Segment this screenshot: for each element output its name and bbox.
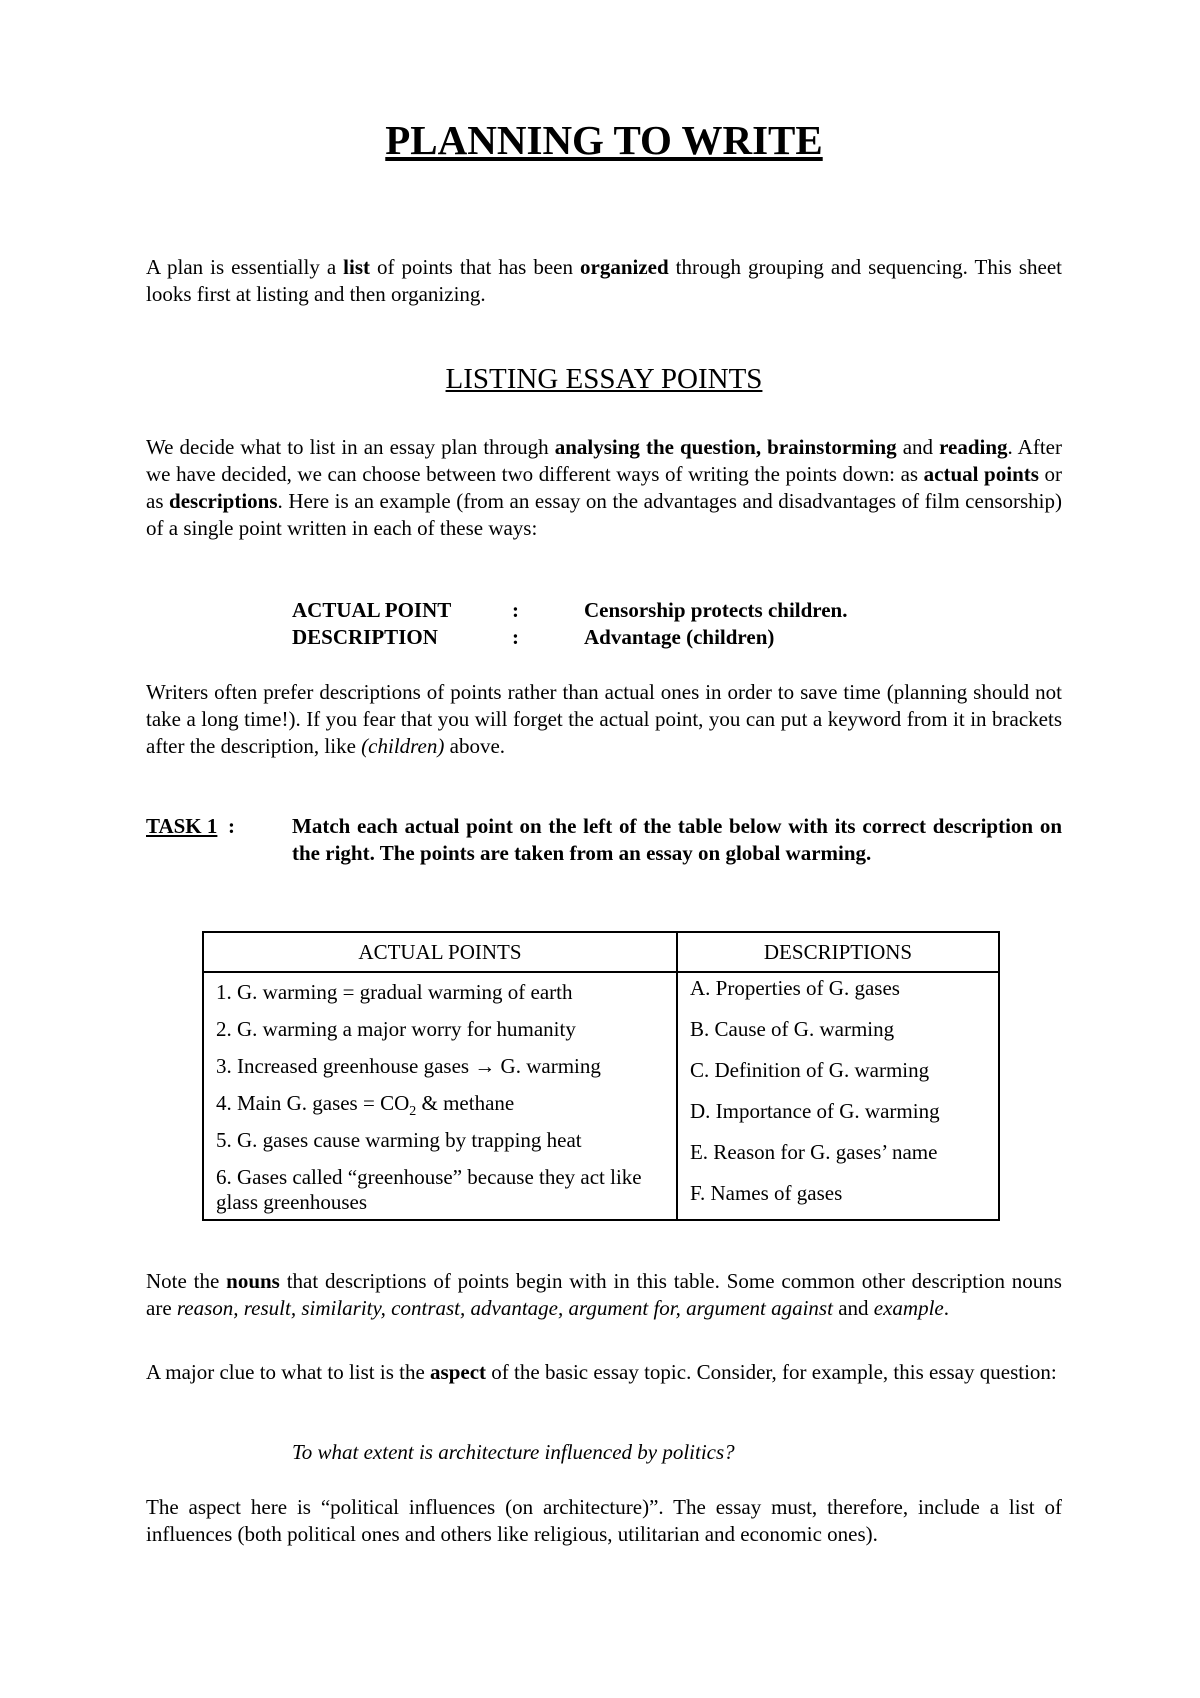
list-item: C. Definition of G. warming — [689, 1058, 930, 1082]
note-text-3: and — [832, 1296, 874, 1320]
clue-paragraph — [146, 1359, 1062, 1386]
decide-bold-1: analysing the question, brainstorming — [554, 435, 897, 459]
list-item: 6. Gases called “greenhouse” because they act like glass greenhouses — [216, 1165, 642, 1214]
intro-bold-organized: organized — [580, 255, 669, 279]
example-value: Censorship protects children. — [584, 598, 848, 622]
example-row-actual — [292, 597, 892, 624]
descriptions-list — [678, 973, 998, 1219]
list-item: A. Properties of G. gases — [689, 976, 900, 1000]
list-item: 2. G. warming a major worry for humanity — [216, 1017, 576, 1041]
list-item: F. Names of gases — [689, 1181, 843, 1205]
example-label: DESCRIPTION — [292, 625, 438, 649]
actual-points-cell — [203, 972, 677, 1220]
note-italic-2: example — [873, 1296, 944, 1320]
decide-text-5: . Here is an example (from an essay on the advantages and disadvantages of film censorship) of a single point written in each of these ways: — [146, 489, 1062, 540]
writers-text-2: above. — [444, 734, 506, 758]
task-colon: : — [228, 814, 235, 838]
note-text-2: that descriptions of points begin with in this table. Some common other description nouns are — [146, 1269, 1062, 1320]
example-colon: : — [512, 625, 519, 649]
writers-italic: (children) — [361, 734, 445, 758]
descriptions-cell — [677, 972, 999, 1220]
intro-text-2: of points that has been — [370, 255, 581, 279]
intro-text-1: A plan is essentially a — [146, 255, 344, 279]
list-item — [204, 1088, 676, 1125]
decide-bold-4: descriptions — [169, 489, 278, 513]
intro-bold-list: list — [343, 255, 371, 279]
note-bold-nouns: nouns — [226, 1269, 280, 1293]
table-header-actual-points: ACTUAL POINTS — [203, 932, 677, 972]
list-item: E. Reason for G. gases’ name — [689, 1140, 938, 1164]
decide-text-2: and — [896, 435, 940, 459]
example-value: Advantage (children) — [584, 625, 775, 649]
list-item: D. Importance of G. warming — [689, 1099, 940, 1123]
intro-text-3: through grouping and sequencing. This sheet looks first at listing and then organizing. — [146, 255, 1062, 306]
essay-question: To what extent is architecture influenced by politics? — [292, 1440, 735, 1464]
matching-table — [202, 931, 1000, 1221]
example-label: ACTUAL POINT — [292, 598, 452, 622]
writers-text-1: Writers often prefer descriptions of points rather than actual ones in order to save time (planning should not take a long time!). If you fear that you will forget the actual point, you can put a keyword from it in brackets after the description, like — [146, 680, 1062, 758]
decide-text-4: or as — [146, 462, 1062, 513]
co2-suffix: & methane — [416, 1091, 515, 1115]
list-item: 1. G. warming = gradual warming of earth — [216, 980, 573, 1004]
note-text-1: Note the — [146, 1269, 227, 1293]
writers-paragraph — [146, 679, 1062, 760]
aspect-paragraph: The aspect here is “political influences (on architecture)”. The essay must, therefore, include a list of influences (both political ones and others like religious, utilitarian and economic ones). — [146, 1495, 1062, 1546]
clue-text-2: of the basic essay topic. Consider, for example, this essay question: — [486, 1360, 1057, 1384]
example-colon: : — [512, 598, 519, 622]
clue-bold-aspect: aspect — [430, 1360, 487, 1384]
page-title: PLANNING TO WRITE — [385, 117, 823, 163]
subscript-2: 2 — [409, 1104, 417, 1120]
actual-points-list — [204, 977, 676, 1219]
decide-text-3: . After we have decided, we can choose between two different ways of writing the points down: as — [146, 435, 1062, 486]
decide-bold-3: actual points — [923, 462, 1039, 486]
intro-paragraph — [146, 254, 1062, 308]
note-italic-1: reason, result, similarity, contrast, advantage, argument for, argument against — [176, 1296, 833, 1320]
co2-prefix: 4. Main G. gases = CO — [216, 1091, 410, 1115]
table-header-descriptions: DESCRIPTIONS — [677, 932, 999, 972]
decide-bold-2: reading — [939, 435, 1008, 459]
task-instructions: Match each actual point on the left of the table below with its correct description on the right. The points are taken from an essay on global warming. — [292, 814, 1062, 865]
section-heading: LISTING ESSAY POINTS — [445, 363, 763, 395]
decide-text-1: We decide what to list in an essay plan through — [146, 435, 555, 459]
example-row-description — [292, 624, 892, 651]
task-label: TASK 1 — [146, 814, 218, 838]
decide-paragraph — [146, 434, 1062, 542]
note-paragraph — [146, 1268, 1062, 1322]
list-item: 3. Increased greenhouse gases → G. warming — [216, 1054, 601, 1078]
clue-text-1: A major clue to what to list is the — [146, 1360, 431, 1384]
list-item: B. Cause of G. warming — [689, 1017, 895, 1041]
note-text-4: . — [943, 1296, 949, 1320]
list-item: 5. G. gases cause warming by trapping heat — [216, 1128, 582, 1152]
